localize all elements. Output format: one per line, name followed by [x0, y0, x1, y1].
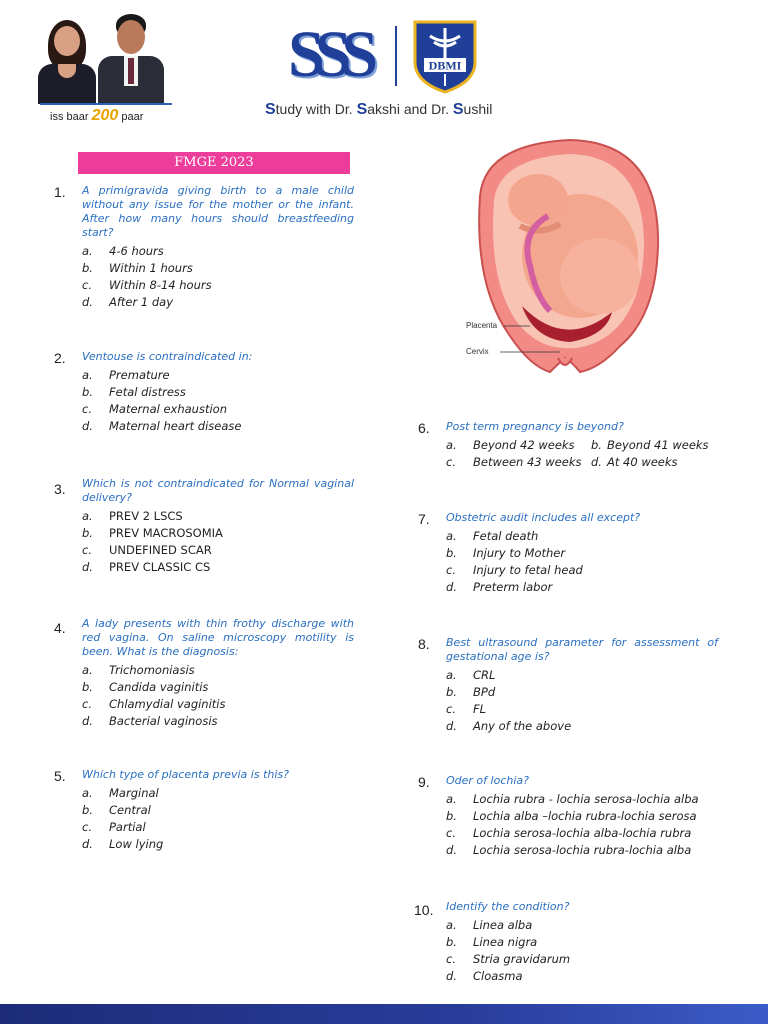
question-10	[414, 900, 718, 985]
question-9	[418, 774, 746, 859]
question-text: A primigravida giving birth to a male child without any issue for the mother or the infant. After how many hours should breastfeeding start?	[82, 184, 354, 239]
question-text: Best ultrasound parameter for assessment of gestational age is?	[446, 636, 718, 663]
option-d[interactable]: d. Preterm labor	[446, 580, 553, 594]
tagline: iss baar 200 paar	[50, 107, 144, 124]
option-a[interactable]: a. Beyond 42 weeks	[446, 438, 575, 452]
options-list	[446, 791, 746, 859]
option-c[interactable]: c. Maternal exhaustion	[82, 402, 227, 416]
question-2	[54, 350, 354, 435]
question-text: Identify the condition?	[446, 900, 570, 913]
option-a[interactable]: a. Lochia rubra - lochia serosa-lochia alba	[446, 792, 699, 806]
option-d[interactable]: d. PREV CLASSIC CS	[82, 560, 211, 574]
question-number: 7.	[418, 511, 430, 527]
question-8	[418, 636, 718, 735]
question-text: Ventouse is contraindicated in:	[82, 350, 253, 363]
question-number: 8.	[418, 636, 430, 652]
question-number: 4.	[54, 620, 66, 636]
option-d[interactable]: d. At 40 weeks	[591, 455, 678, 469]
option-c[interactable]: c. Within 8-14 hours	[82, 278, 212, 292]
question-number: 2.	[54, 350, 66, 366]
options-list	[446, 437, 746, 471]
option-b[interactable]: b. Fetal distress	[82, 385, 186, 399]
question-number: 1.	[54, 184, 66, 200]
options-list	[82, 367, 354, 435]
options-list	[82, 785, 354, 853]
option-d[interactable]: d. After 1 day	[82, 295, 174, 309]
option-b[interactable]: b. PREV MACROSOMIA	[82, 526, 223, 540]
option-b[interactable]: b. Central	[82, 803, 151, 817]
presenters-photo	[30, 14, 175, 106]
option-a[interactable]: a. 4-6 hours	[82, 244, 164, 258]
option-d[interactable]: d. Bacterial vaginosis	[82, 714, 218, 728]
footer-bar	[0, 1004, 768, 1024]
option-c[interactable]: c. Injury to fetal head	[446, 563, 583, 577]
sss-logo: SSS	[288, 18, 369, 91]
option-b[interactable]: b. BPd	[446, 685, 496, 699]
option-a[interactable]: a. CRL	[446, 668, 496, 682]
option-c[interactable]: c. Lochia serosa-lochia alba-lochia rubra	[446, 826, 692, 840]
question-4	[54, 617, 354, 730]
options-list	[446, 667, 718, 735]
question-number: 9.	[418, 774, 430, 790]
question-1	[54, 184, 354, 311]
question-text: Post term pregnancy is beyond?	[446, 420, 624, 433]
options-list	[446, 528, 718, 596]
option-b[interactable]: b. Lochia alba –lochia rubra-lochia serosa	[446, 809, 697, 823]
option-d[interactable]: d. Cloasma	[446, 969, 523, 983]
presenter-man	[94, 12, 166, 104]
photo-underline	[40, 103, 172, 105]
option-b[interactable]: b. Beyond 41 weeks	[591, 438, 709, 452]
option-a[interactable]: a. Trichomoniasis	[82, 663, 195, 677]
option-c[interactable]: c. Partial	[82, 820, 146, 834]
dbmi-shield-logo	[410, 18, 480, 94]
exam-title-banner: FMGE 2023	[78, 152, 350, 174]
options-list	[446, 917, 718, 985]
options-list	[82, 662, 354, 730]
option-a[interactable]: a. Linea alba	[446, 918, 533, 932]
placenta-previa-illustration	[460, 136, 670, 376]
option-d[interactable]: d. Lochia serosa-lochia rubra-lochia alba	[446, 843, 692, 857]
question-text: Which is not contraindicated for Normal vaginal delivery?	[82, 477, 354, 504]
option-c[interactable]: c. Stria gravidarum	[446, 952, 571, 966]
question-3	[54, 477, 354, 576]
option-a[interactable]: a. Marginal	[82, 786, 159, 800]
tagline-number: 200	[91, 107, 119, 124]
option-b[interactable]: b. Linea nigra	[446, 935, 538, 949]
dbmi-shield-text: DBMI	[428, 58, 462, 73]
option-c[interactable]: c. Between 43 weeks	[446, 455, 582, 469]
option-a[interactable]: a. PREV 2 LSCS	[82, 509, 183, 523]
option-a[interactable]: a. Fetal death	[446, 529, 539, 543]
option-c[interactable]: c. UNDEFINED SCAR	[82, 543, 212, 557]
question-text: A lady presents with thin frothy discharge with red vagina. On saline microscopy motility is been. What is the diagnosis:	[82, 617, 354, 658]
option-c[interactable]: c. FL	[446, 702, 487, 716]
label-placenta: Placenta	[466, 321, 498, 330]
option-d[interactable]: d. Maternal heart disease	[82, 419, 242, 433]
question-number: 6.	[418, 420, 430, 436]
question-number: 5.	[54, 768, 66, 784]
question-text: Which type of placenta previa is this?	[82, 768, 289, 781]
option-b[interactable]: b. Within 1 hours	[82, 261, 193, 275]
question-6	[418, 420, 746, 471]
question-5	[54, 768, 354, 853]
presenter-woman	[36, 16, 98, 104]
option-b[interactable]: b. Candida vaginitis	[82, 680, 209, 694]
label-cervix: Cervix	[466, 347, 489, 356]
question-text: Obstetric audit includes all except?	[446, 511, 641, 524]
question-number: 10.	[414, 902, 434, 918]
question-number: 3.	[54, 481, 66, 497]
option-d[interactable]: d. Low lying	[82, 837, 164, 851]
option-a[interactable]: a. Premature	[82, 368, 170, 382]
options-list	[82, 243, 354, 311]
logo-divider	[395, 26, 397, 86]
question-text: Oder of lochia?	[446, 774, 529, 787]
options-list	[82, 508, 354, 576]
option-d[interactable]: d. Any of the above	[446, 719, 572, 733]
brand-line: Study with Dr. Sakshi and Dr. Sushil	[265, 101, 493, 118]
option-b[interactable]: b. Injury to Mother	[446, 546, 566, 560]
option-c[interactable]: c. Chlamydial vaginitis	[82, 697, 226, 711]
question-7	[418, 511, 718, 596]
